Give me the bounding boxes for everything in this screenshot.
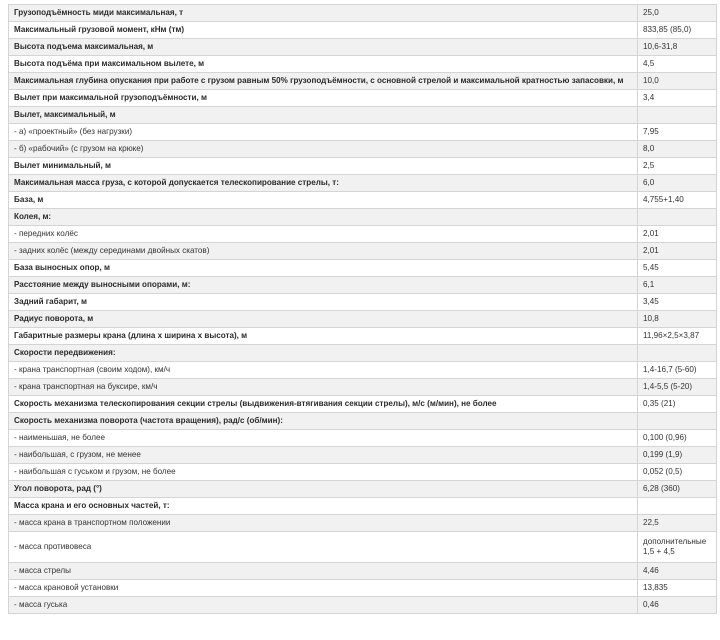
parameter-value-cell: 4,755+1,40	[638, 192, 717, 209]
table-row	[9, 90, 717, 107]
parameter-value-cell	[638, 413, 717, 430]
parameter-value-cell: 22,5	[638, 515, 717, 532]
table-row	[9, 39, 717, 56]
parameter-value-cell: 4,5	[638, 56, 717, 73]
table-row	[9, 532, 717, 563]
parameter-value-cell: 6,0	[638, 175, 717, 192]
parameter-name-cell: - а) «проектный» (без нагрузки)	[9, 124, 638, 141]
table-row	[9, 413, 717, 430]
parameter-value-cell: дополнительные 1,5 + 4,5	[638, 532, 717, 563]
parameter-name-cell: Вылет минимальный, м	[9, 158, 638, 175]
parameter-name-cell: - масса крановой установки	[9, 580, 638, 597]
parameter-name-cell: Максимальная масса груза, с которой допускается телескопирование стрелы, т:	[9, 175, 638, 192]
parameter-value-cell: 2,01	[638, 243, 717, 260]
table-row	[9, 260, 717, 277]
table-row	[9, 277, 717, 294]
parameter-value-cell: 6,1	[638, 277, 717, 294]
parameter-value-cell: 25,0	[638, 5, 717, 22]
parameter-name-cell: - масса гуська	[9, 597, 638, 614]
parameter-name-cell: Максимальная глубина опускания при работе с грузом равным 50% грузоподъёмности, с основной стрелой и максимальной кратностью запасовки, м	[9, 73, 638, 90]
table-row	[9, 396, 717, 413]
table-row	[9, 22, 717, 39]
table-row	[9, 56, 717, 73]
parameter-value-cell: 0,199 (1,9)	[638, 447, 717, 464]
table-row	[9, 209, 717, 226]
parameter-value-cell: 10,6-31,8	[638, 39, 717, 56]
parameter-name-cell: - задних колёс (между серединами двойных скатов)	[9, 243, 638, 260]
parameter-value-cell: 10,8	[638, 311, 717, 328]
table-row	[9, 158, 717, 175]
table-row	[9, 311, 717, 328]
table-row	[9, 498, 717, 515]
specifications-table-body	[9, 5, 717, 614]
parameter-name-cell: Расстояние между выносными опорами, м:	[9, 277, 638, 294]
parameter-name-cell: - масса противовеса	[9, 532, 638, 563]
parameter-name-cell: Вылет при максимальной грузоподъёмности, м	[9, 90, 638, 107]
table-row	[9, 597, 717, 614]
parameter-value-cell: 3,4	[638, 90, 717, 107]
parameter-value-cell: 8,0	[638, 141, 717, 158]
parameter-value-cell: 0,052 (0,5)	[638, 464, 717, 481]
parameter-name-cell: Грузоподъёмность миди максимальная, т	[9, 5, 638, 22]
parameter-value-cell: 0,35 (21)	[638, 396, 717, 413]
parameter-name-cell: Высота подъёма при максимальном вылете, м	[9, 56, 638, 73]
parameter-value-cell: 11,96×2,5×3,87	[638, 328, 717, 345]
parameter-value-cell: 2,5	[638, 158, 717, 175]
parameter-value-cell	[638, 345, 717, 362]
parameter-value-cell: 2,01	[638, 226, 717, 243]
parameter-name-cell: Задний габарит, м	[9, 294, 638, 311]
parameter-name-cell: Масса крана и его основных частей, т:	[9, 498, 638, 515]
table-row	[9, 192, 717, 209]
parameter-name-cell: - наибольшая, с грузом, не менее	[9, 447, 638, 464]
parameter-name-cell: База, м	[9, 192, 638, 209]
parameter-name-cell: - масса стрелы	[9, 563, 638, 580]
table-row	[9, 175, 717, 192]
parameter-name-cell: Габаритные размеры крана (длина х ширина х высота), м	[9, 328, 638, 345]
table-row	[9, 107, 717, 124]
parameter-name-cell: Максимальный грузовой момент, кНм (тм)	[9, 22, 638, 39]
table-row	[9, 328, 717, 345]
table-row	[9, 481, 717, 498]
parameter-value-cell: 4,46	[638, 563, 717, 580]
parameter-name-cell: - передних колёс	[9, 226, 638, 243]
parameter-value-cell: 3,45	[638, 294, 717, 311]
table-row	[9, 447, 717, 464]
parameter-value-cell: 833,85 (85,0)	[638, 22, 717, 39]
parameter-value-cell: 7,95	[638, 124, 717, 141]
parameter-name-cell: База выносных опор, м	[9, 260, 638, 277]
parameter-value-cell	[638, 498, 717, 515]
parameter-value-cell	[638, 209, 717, 226]
table-row	[9, 515, 717, 532]
table-row	[9, 243, 717, 260]
table-row	[9, 226, 717, 243]
parameter-value-cell: 1,4-5,5 (5-20)	[638, 379, 717, 396]
table-row	[9, 379, 717, 396]
table-row	[9, 294, 717, 311]
parameter-name-cell: Колея, м:	[9, 209, 638, 226]
crane-specifications-table	[8, 4, 717, 614]
parameter-name-cell: - наименьшая, не более	[9, 430, 638, 447]
parameter-value-cell: 0,46	[638, 597, 717, 614]
parameter-name-cell: - крана транспортная (своим ходом), км/ч	[9, 362, 638, 379]
parameter-value-cell: 6,28 (360)	[638, 481, 717, 498]
table-row	[9, 73, 717, 90]
parameter-name-cell: - б) «рабочий» (с грузом на крюке)	[9, 141, 638, 158]
parameter-name-cell: Скорость механизма телескопирования секции стрелы (выдвижения-втягивания секции стрелы), м/с (м/мин), не более	[9, 396, 638, 413]
table-row	[9, 124, 717, 141]
table-row	[9, 464, 717, 481]
table-row	[9, 580, 717, 597]
parameter-name-cell: Скорость механизма поворота (частота вращения), рад/с (об/мин):	[9, 413, 638, 430]
parameter-value-cell: 1,4-16,7 (5-60)	[638, 362, 717, 379]
parameter-name-cell: Угол поворота, рад (°)	[9, 481, 638, 498]
parameter-name-cell: - наибольшая с гуськом и грузом, не более	[9, 464, 638, 481]
table-row	[9, 141, 717, 158]
parameter-name-cell: Скорости передвижения:	[9, 345, 638, 362]
table-row	[9, 430, 717, 447]
parameter-value-cell: 13,835	[638, 580, 717, 597]
table-row	[9, 5, 717, 22]
table-row	[9, 563, 717, 580]
parameter-value-cell	[638, 107, 717, 124]
table-row	[9, 362, 717, 379]
parameter-value-cell: 0,100 (0,96)	[638, 430, 717, 447]
parameter-value-cell: 5,45	[638, 260, 717, 277]
parameter-name-cell: - крана транспортная на буксире, км/ч	[9, 379, 638, 396]
parameter-name-cell: Радиус поворота, м	[9, 311, 638, 328]
parameter-name-cell: - масса крана в транспортном положении	[9, 515, 638, 532]
parameter-name-cell: Высота подъема максимальная, м	[9, 39, 638, 56]
parameter-value-cell: 10,0	[638, 73, 717, 90]
parameter-name-cell: Вылет, максимальный, м	[9, 107, 638, 124]
table-row	[9, 345, 717, 362]
